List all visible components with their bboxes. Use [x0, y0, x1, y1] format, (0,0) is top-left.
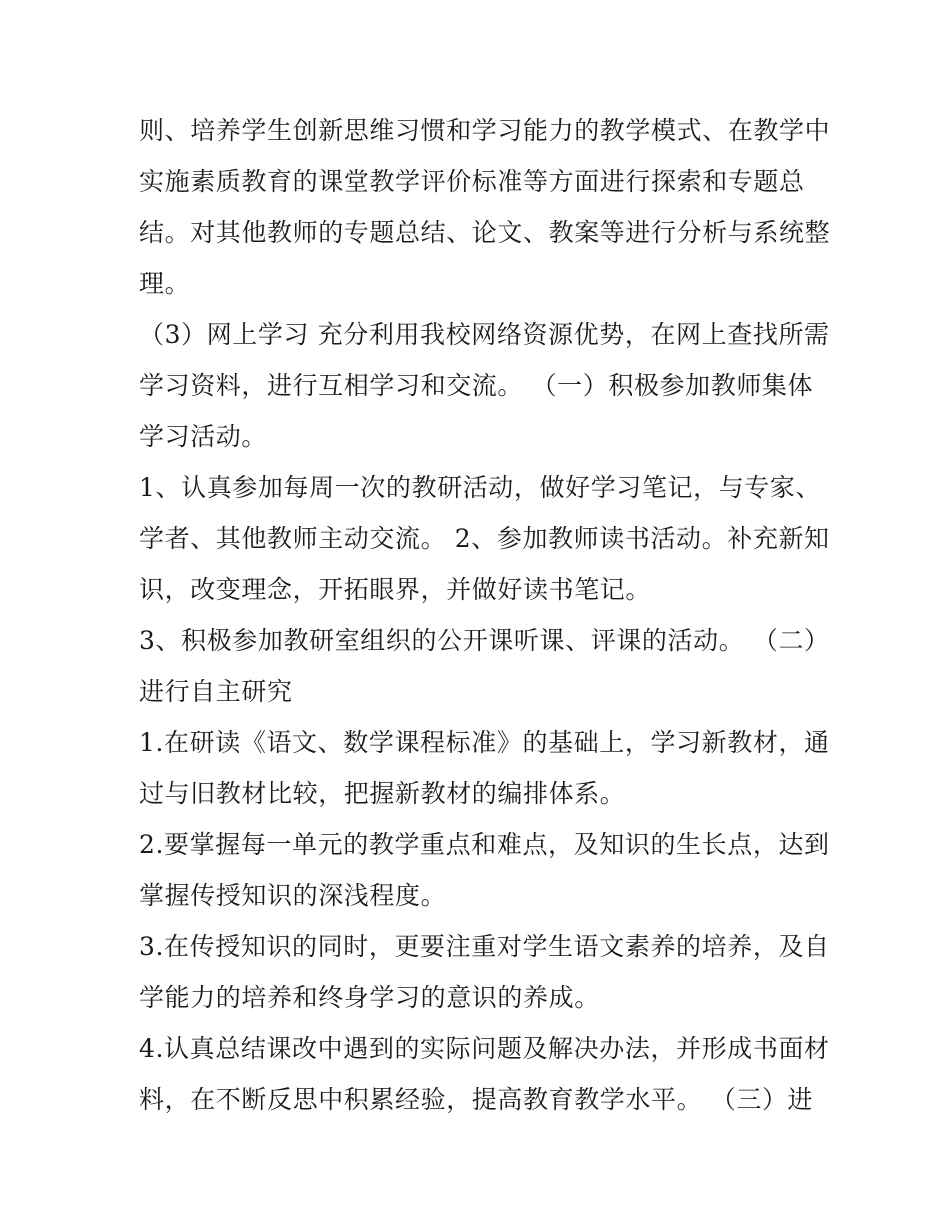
text-line: 学能力的培养和终身学习的意识的养成。 — [139, 983, 600, 1012]
text-line: 掌握传授知识的深浅程度。 — [139, 881, 447, 910]
text-line: 学习资料，进行互相学习和交流。 （一）积极参加教师集体 — [139, 371, 814, 400]
text-line: 3、积极参加教研室组织的公开课听课、评课的活动。 （二） — [139, 626, 830, 655]
text-line: 过与旧教材比较，把握新教材的编排体系。 — [139, 779, 626, 808]
text-line: 4.认真总结课改中遇到的实际问题及解决办法，并形成书面材 — [139, 1034, 830, 1063]
text-line: 识，改变理念，开拓眼界，并做好读书笔记。 — [139, 575, 652, 604]
text-line: 理。 — [139, 269, 191, 298]
text-line: 实施素质教育的课堂教学评价标准等方面进行探索和专题总 — [139, 167, 805, 196]
text-line: （3）网上学习 充分利用我校网络资源优势，在网上查找所需 — [139, 320, 830, 349]
text-line: 进行自主研究 — [139, 677, 293, 706]
text-line: 1、认真参加每周一次的教研活动，做好学习笔记，与专家、 — [139, 473, 822, 502]
text-line: 3.在传授知识的同时，更要注重对学生语文素养的培养，及自 — [139, 932, 830, 961]
text-line: 学者、其他教师主动交流。 2、参加教师读书活动。补充新知 — [139, 524, 830, 553]
text-line: 学习活动。 — [139, 422, 268, 451]
text-line: 1.在研读《语文、数学课程标准》的基础上，学习新教材，通 — [139, 728, 830, 757]
text-line: 结。对其他教师的专题总结、论文、教案等进行分析与系统整 — [139, 218, 831, 247]
text-line: 则、培养学生创新思维习惯和学习能力的教学模式、在教学中 — [139, 116, 831, 145]
text-line: 2.要掌握每一单元的教学重点和难点，及知识的生长点，达到 — [139, 830, 830, 859]
text-line: 料，在不断反思中积累经验，提高教育教学水平。 （三）进 — [139, 1085, 814, 1114]
